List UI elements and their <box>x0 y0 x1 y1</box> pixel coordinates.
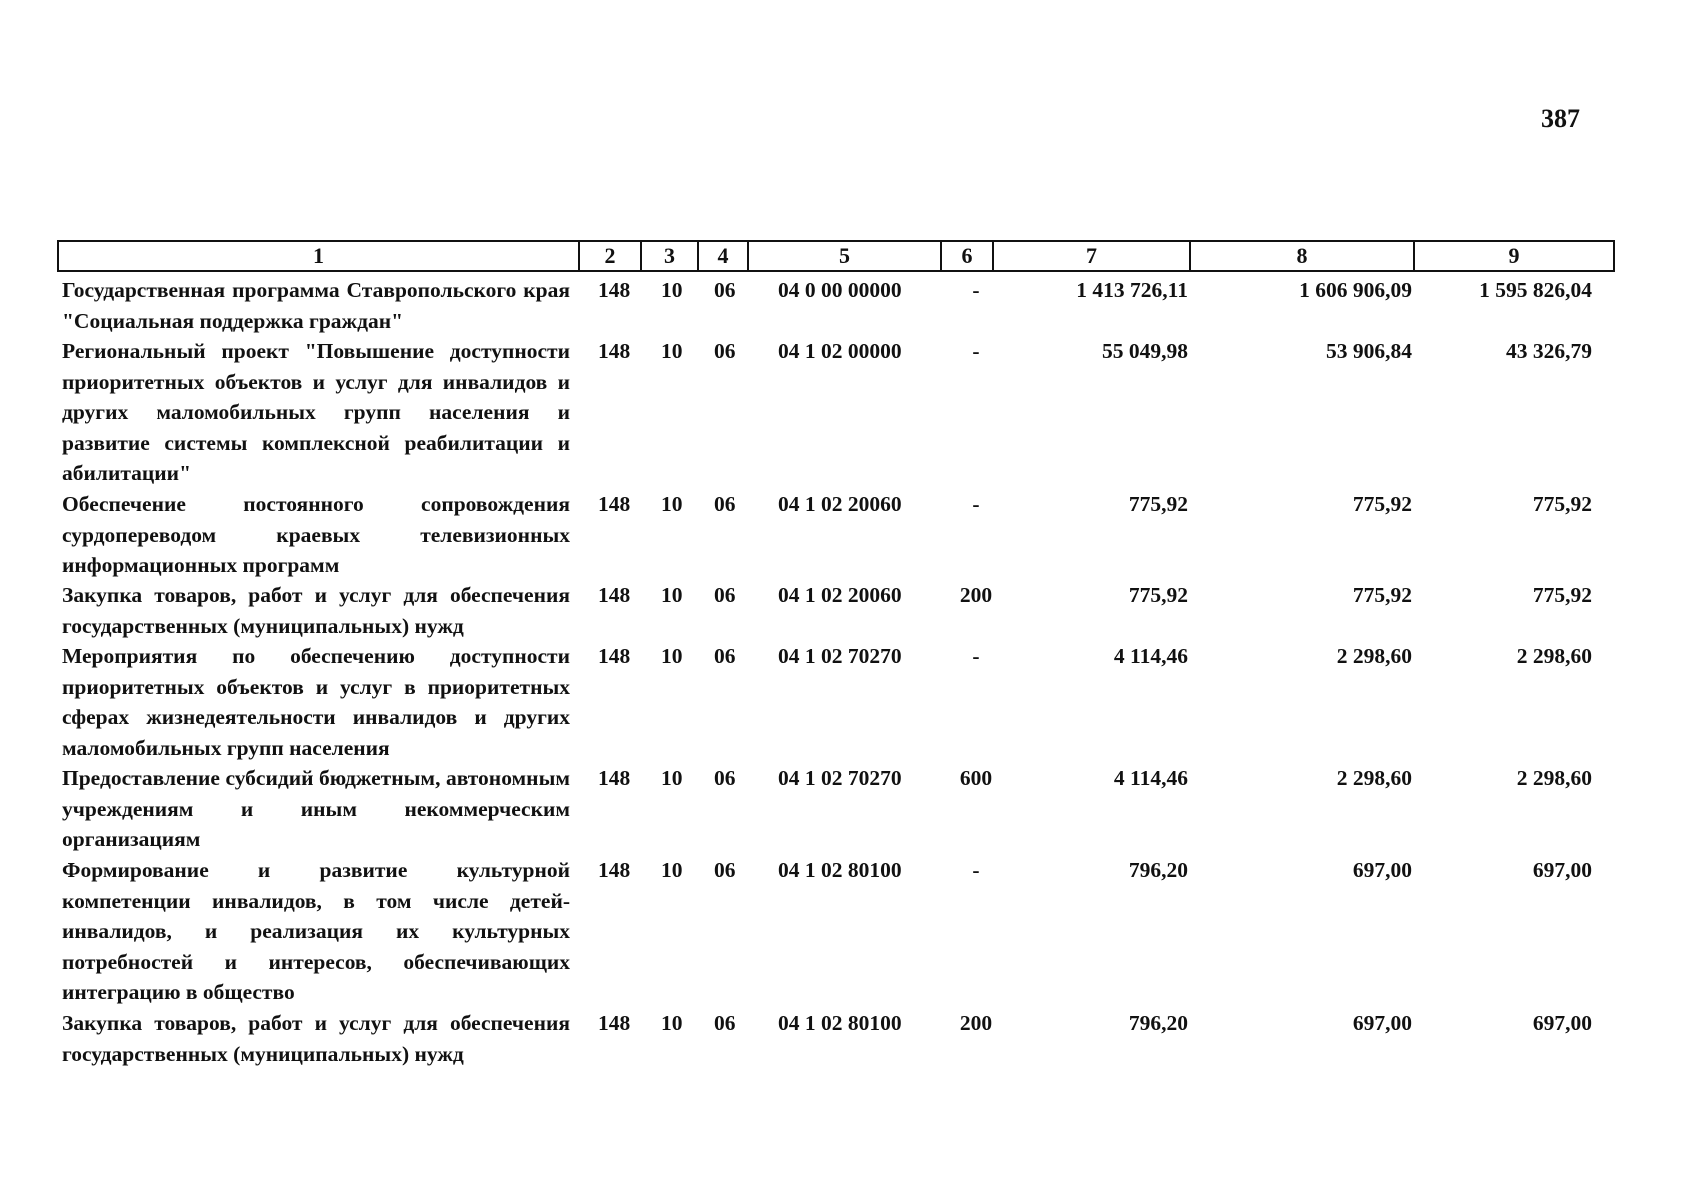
row-target-code: 04 1 02 20060 <box>778 583 902 607</box>
row-target-code: 04 1 02 00000 <box>778 339 902 363</box>
row-section-code: 10 <box>661 1011 683 1035</box>
row-amount-col-8: 2 298,60 <box>1336 644 1412 668</box>
row-amount-col-9: 775,92 <box>1532 583 1592 607</box>
row-ministry-code: 148 <box>598 766 631 790</box>
row-ministry-code: 148 <box>598 339 631 363</box>
row-target-code: 04 1 02 80100 <box>778 858 902 882</box>
row-amount-col-7: 4 114,46 <box>1113 766 1188 790</box>
row-ministry-code: 148 <box>598 644 631 668</box>
row-section-code: 10 <box>661 583 683 607</box>
row-amount-col-8: 697,00 <box>1352 1011 1412 1035</box>
row-section-code: 10 <box>661 858 683 882</box>
row-amount-col-7: 775,92 <box>1128 492 1188 516</box>
row-amount-col-8: 697,00 <box>1352 858 1412 882</box>
row-target-code: 04 1 02 70270 <box>778 644 902 668</box>
row-expense-code: 600 <box>959 766 993 790</box>
row-subsection-code: 06 <box>714 278 736 302</box>
header-col-2: 2 <box>579 241 641 271</box>
row-subsection-code: 06 <box>714 583 736 607</box>
row-amount-col-7: 796,20 <box>1128 1011 1188 1035</box>
row-ministry-code: 148 <box>598 583 631 607</box>
row-expense-code: - <box>972 858 980 882</box>
row-name: Предоставление субсидий бюджетным, автономным учреждениям и иным некоммерческим организациям <box>62 766 570 852</box>
header-col-9: 9 <box>1414 241 1614 271</box>
row-amount-col-8: 775,92 <box>1352 583 1412 607</box>
row-name: Обеспечение постоянного сопровождения сурдопереводом краевых телевизионных информационных программ <box>62 492 570 578</box>
row-amount-col-9: 697,00 <box>1532 858 1592 882</box>
row-amount-col-9: 1 595 826,04 <box>1479 278 1592 302</box>
row-amount-col-9: 43 326,79 <box>1506 339 1592 363</box>
header-col-7: 7 <box>993 241 1190 271</box>
row-amount-col-9: 775,92 <box>1532 492 1592 516</box>
header-col-3: 3 <box>641 241 698 271</box>
row-amount-col-8: 1 606 906,09 <box>1299 278 1412 302</box>
row-expense-code: 200 <box>959 1011 993 1035</box>
row-subsection-code: 06 <box>714 766 736 790</box>
row-section-code: 10 <box>661 278 683 302</box>
row-expense-code: - <box>972 644 980 668</box>
row-amount-col-7: 55 049,98 <box>1102 339 1188 363</box>
row-amount-col-7: 4 114,46 <box>1113 644 1188 668</box>
row-amount-col-7: 1 413 726,11 <box>1076 278 1188 302</box>
row-target-code: 04 1 02 80100 <box>778 1011 902 1035</box>
header-col-5: 5 <box>748 241 941 271</box>
header-col-6: 6 <box>941 241 993 271</box>
row-subsection-code: 06 <box>714 339 736 363</box>
row-amount-col-9: 2 298,60 <box>1516 644 1592 668</box>
row-section-code: 10 <box>661 492 683 516</box>
row-expense-code: - <box>972 492 980 516</box>
row-expense-code: - <box>972 278 980 302</box>
row-subsection-code: 06 <box>714 858 736 882</box>
page-number: 387 <box>1541 104 1580 133</box>
row-name: Региональный проект "Повышение доступности приоритетных объектов и услуг для инвалидов и других маломобильных групп населения и развитие системы комплексной реабилитации и абилитации" <box>62 339 570 486</box>
row-amount-col-7: 796,20 <box>1128 858 1188 882</box>
row-amount-col-8: 775,92 <box>1352 492 1412 516</box>
table-header <box>57 240 1615 272</box>
row-name: Формирование и развитие культурной компетенции инвалидов, в том числе детей-инвалидов, и реализация их культурных потребностей и интересов, обеспечивающих интеграцию в общество <box>62 858 570 1005</box>
row-subsection-code: 06 <box>714 644 736 668</box>
row-name: Государственная программа Ставропольского края "Социальная поддержка граждан" <box>62 278 570 333</box>
header-col-4: 4 <box>698 241 748 271</box>
row-target-code: 04 0 00 00000 <box>778 278 902 302</box>
row-target-code: 04 1 02 70270 <box>778 766 902 790</box>
row-expense-code: - <box>972 339 980 363</box>
row-name: Закупка товаров, работ и услуг для обеспечения государственных (муниципальных) нужд <box>62 583 570 638</box>
row-subsection-code: 06 <box>714 492 736 516</box>
row-subsection-code: 06 <box>714 1011 736 1035</box>
row-target-code: 04 1 02 20060 <box>778 492 902 516</box>
row-section-code: 10 <box>661 644 683 668</box>
row-section-code: 10 <box>661 339 683 363</box>
row-ministry-code: 148 <box>598 1011 631 1035</box>
row-name: Закупка товаров, работ и услуг для обеспечения государственных (муниципальных) нужд <box>62 1011 570 1066</box>
row-amount-col-7: 775,92 <box>1128 583 1188 607</box>
header-col-1: 1 <box>58 241 579 271</box>
row-expense-code: 200 <box>959 583 993 607</box>
row-ministry-code: 148 <box>598 278 631 302</box>
header-col-8: 8 <box>1190 241 1414 271</box>
row-amount-col-8: 53 906,84 <box>1326 339 1412 363</box>
row-ministry-code: 148 <box>598 858 631 882</box>
row-ministry-code: 148 <box>598 492 631 516</box>
row-section-code: 10 <box>661 766 683 790</box>
row-amount-col-8: 2 298,60 <box>1336 766 1412 790</box>
row-amount-col-9: 697,00 <box>1532 1011 1592 1035</box>
row-amount-col-9: 2 298,60 <box>1516 766 1592 790</box>
row-name: Мероприятия по обеспечению доступности приоритетных объектов и услуг в приоритетных сферах жизнедеятельности инвалидов и других маломобильных групп населения <box>62 644 570 760</box>
